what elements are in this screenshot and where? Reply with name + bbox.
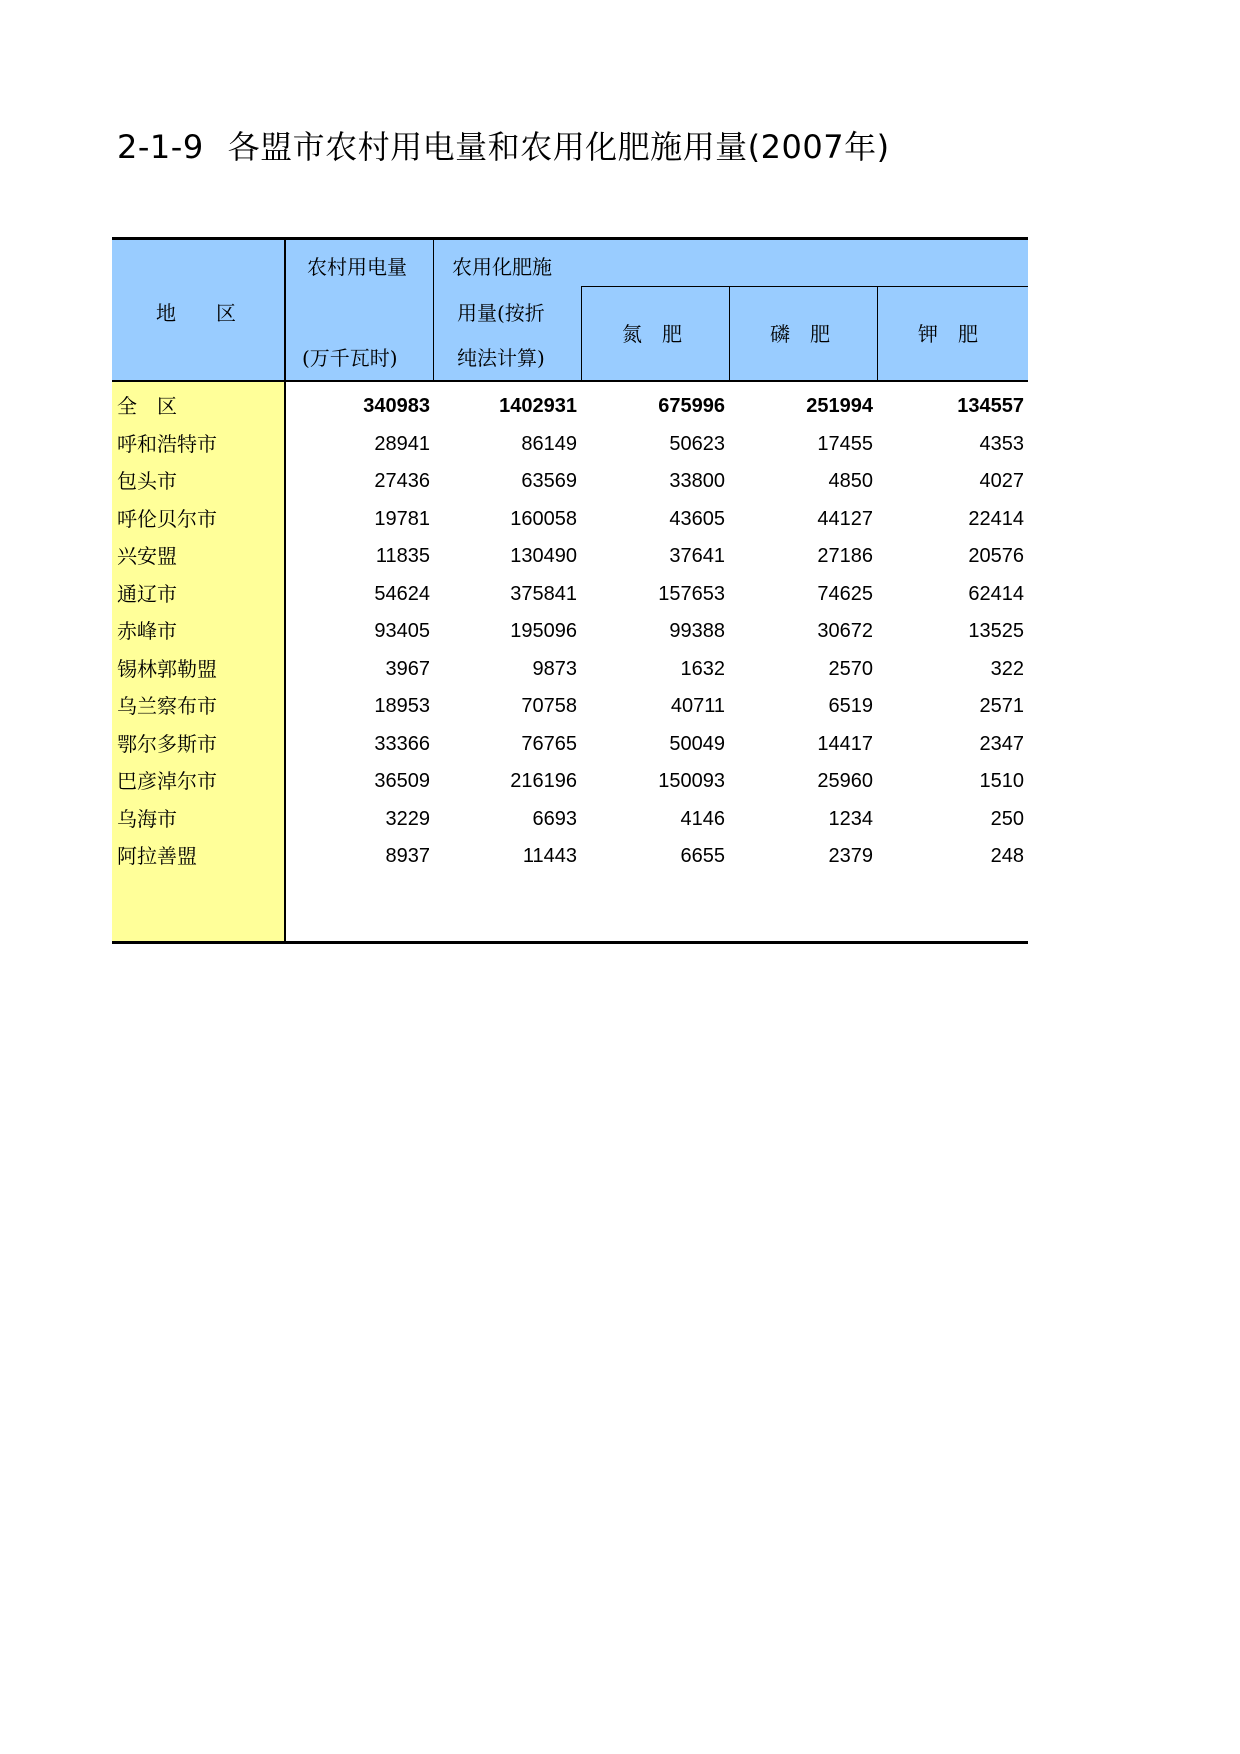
- cell-region: 巴彦淖尔市: [117, 769, 217, 793]
- cell-electricity: 28941: [374, 432, 430, 455]
- cell-potash: 134557: [957, 395, 1024, 417]
- cell-region: 通辽市: [117, 581, 177, 606]
- header-phosphate: 磷 肥: [770, 322, 830, 346]
- cell-nitrogen: 157653: [658, 582, 725, 605]
- cell-fertilizer: 9873: [532, 657, 577, 680]
- cell-fertilizer: 216196: [510, 770, 577, 792]
- table-row: [112, 463, 1028, 500]
- cell-potash: 4353: [979, 432, 1024, 455]
- cell-region: 呼伦贝尔市: [117, 506, 217, 531]
- table-row: [112, 538, 1028, 575]
- cell-potash: 322: [990, 657, 1024, 680]
- cell-region: 阿拉善盟: [117, 844, 197, 868]
- statistics-table: [112, 237, 1028, 944]
- header-nitrogen: 氮 肥: [622, 322, 682, 346]
- cell-region: 鄂尔多斯市: [117, 731, 217, 756]
- table-row: [112, 838, 1028, 875]
- cell-phosphate: 251994: [806, 395, 873, 417]
- cell-fertilizer: 130490: [510, 545, 577, 567]
- table-row: [112, 651, 1028, 688]
- cell-nitrogen: 1632: [680, 657, 725, 680]
- cell-region: 乌海市: [117, 806, 177, 831]
- cell-nitrogen: 150093: [658, 770, 725, 792]
- cell-fertilizer: 70758: [521, 695, 577, 717]
- table-row: [112, 688, 1028, 725]
- cell-phosphate: 14417: [817, 732, 873, 755]
- cell-phosphate: 4850: [828, 470, 873, 492]
- cell-fertilizer: 375841: [510, 582, 577, 605]
- header-divider-4: [877, 286, 878, 380]
- cell-fertilizer: 160058: [510, 507, 577, 530]
- cell-phosphate: 25960: [817, 770, 873, 792]
- cell-region: 全 区: [117, 394, 177, 418]
- cell-nitrogen: 50049: [669, 732, 725, 755]
- table-row-total: [112, 388, 1028, 425]
- table-row: [112, 726, 1028, 763]
- cell-nitrogen: 4146: [680, 807, 725, 830]
- table-row: [112, 501, 1028, 538]
- cell-electricity: 93405: [374, 620, 430, 642]
- header-bottom-border: [112, 380, 1028, 382]
- cell-region: 呼和浩特市: [117, 431, 217, 456]
- cell-fertilizer: 63569: [521, 470, 577, 492]
- cell-region: 兴安盟: [117, 544, 177, 568]
- cell-potash: 1510: [979, 770, 1024, 792]
- cell-region: 赤峰市: [117, 619, 177, 643]
- table-title: 各盟市农村用电量和农用化肥施用量(2007年): [227, 128, 890, 166]
- header-region: 地 区: [156, 301, 236, 325]
- cell-potash: 248: [990, 845, 1024, 867]
- cell-phosphate: 6519: [828, 695, 873, 717]
- cell-nitrogen: 33800: [669, 470, 725, 492]
- cell-phosphate: 30672: [817, 620, 873, 642]
- cell-electricity: 33366: [374, 732, 430, 755]
- table-row: [112, 576, 1028, 613]
- header-divider-1: [433, 240, 434, 380]
- header-electricity: 农村用电量: [307, 255, 407, 279]
- cell-potash: 2347: [979, 732, 1024, 755]
- header-fertilizer-line1: 农用化肥施: [452, 255, 552, 279]
- cell-region: 乌兰察布市: [117, 694, 217, 718]
- cell-region: 锡林郭勒盟: [117, 656, 217, 681]
- cell-fertilizer: 76765: [521, 732, 577, 755]
- cell-electricity: 3967: [385, 657, 430, 680]
- cell-nitrogen: 37641: [669, 545, 725, 567]
- cell-electricity: 36509: [374, 770, 430, 792]
- cell-fertilizer: 195096: [510, 620, 577, 642]
- cell-potash: 2571: [979, 695, 1024, 717]
- header-divider-2: [581, 286, 582, 380]
- cell-fertilizer: 86149: [521, 432, 577, 455]
- cell-phosphate: 2379: [828, 845, 873, 867]
- cell-nitrogen: 40711: [670, 695, 725, 717]
- page-title: [117, 122, 890, 168]
- cell-potash: 20576: [968, 545, 1024, 567]
- cell-fertilizer: 1402931: [499, 395, 577, 417]
- cell-phosphate: 1234: [828, 807, 873, 830]
- cell-nitrogen: 6655: [680, 845, 725, 867]
- subheader-border: [581, 286, 1028, 287]
- cell-potash: 22414: [968, 507, 1024, 530]
- cell-phosphate: 74625: [817, 582, 873, 605]
- table-row: [112, 613, 1028, 650]
- header-divider-3: [729, 286, 730, 380]
- cell-potash: 4027: [979, 470, 1024, 492]
- cell-electricity: 11835: [375, 545, 430, 567]
- header-potash: 钾 肥: [918, 322, 978, 346]
- cell-nitrogen: 675996: [658, 395, 725, 417]
- cell-fertilizer: 11443: [522, 845, 577, 867]
- header-fertilizer-line2: 用量(按折: [457, 301, 545, 325]
- cell-fertilizer: 6693: [532, 807, 577, 830]
- cell-potash: 62414: [968, 582, 1024, 605]
- header-fertilizer-line3: 纯法计算): [457, 346, 545, 370]
- cell-phosphate: 44127: [817, 507, 873, 530]
- cell-nitrogen: 50623: [669, 432, 725, 455]
- cell-region: 包头市: [117, 469, 177, 493]
- cell-electricity: 54624: [374, 582, 430, 605]
- cell-nitrogen: 43605: [669, 507, 725, 530]
- table-number: 2-1-9: [117, 128, 204, 166]
- table-row: [112, 801, 1028, 838]
- cell-nitrogen: 99388: [669, 620, 725, 642]
- cell-phosphate: 2570: [828, 657, 873, 680]
- cell-electricity: 27436: [374, 470, 430, 492]
- cell-potash: 250: [990, 807, 1024, 830]
- header-electricity-unit: (万千瓦时): [302, 346, 398, 370]
- table-row: [112, 763, 1028, 800]
- cell-electricity: 19781: [374, 507, 430, 530]
- cell-phosphate: 17455: [817, 432, 873, 455]
- header-background: [112, 240, 1028, 380]
- table-bottom-border: [112, 941, 1028, 944]
- cell-electricity: 18953: [374, 695, 430, 717]
- cell-potash: 13525: [968, 620, 1024, 642]
- cell-electricity: 340983: [363, 395, 430, 417]
- cell-electricity: 8937: [385, 845, 430, 867]
- cell-phosphate: 27186: [817, 545, 873, 567]
- table-top-border: [112, 237, 1028, 240]
- table-row: [112, 426, 1028, 463]
- cell-electricity: 3229: [385, 807, 430, 830]
